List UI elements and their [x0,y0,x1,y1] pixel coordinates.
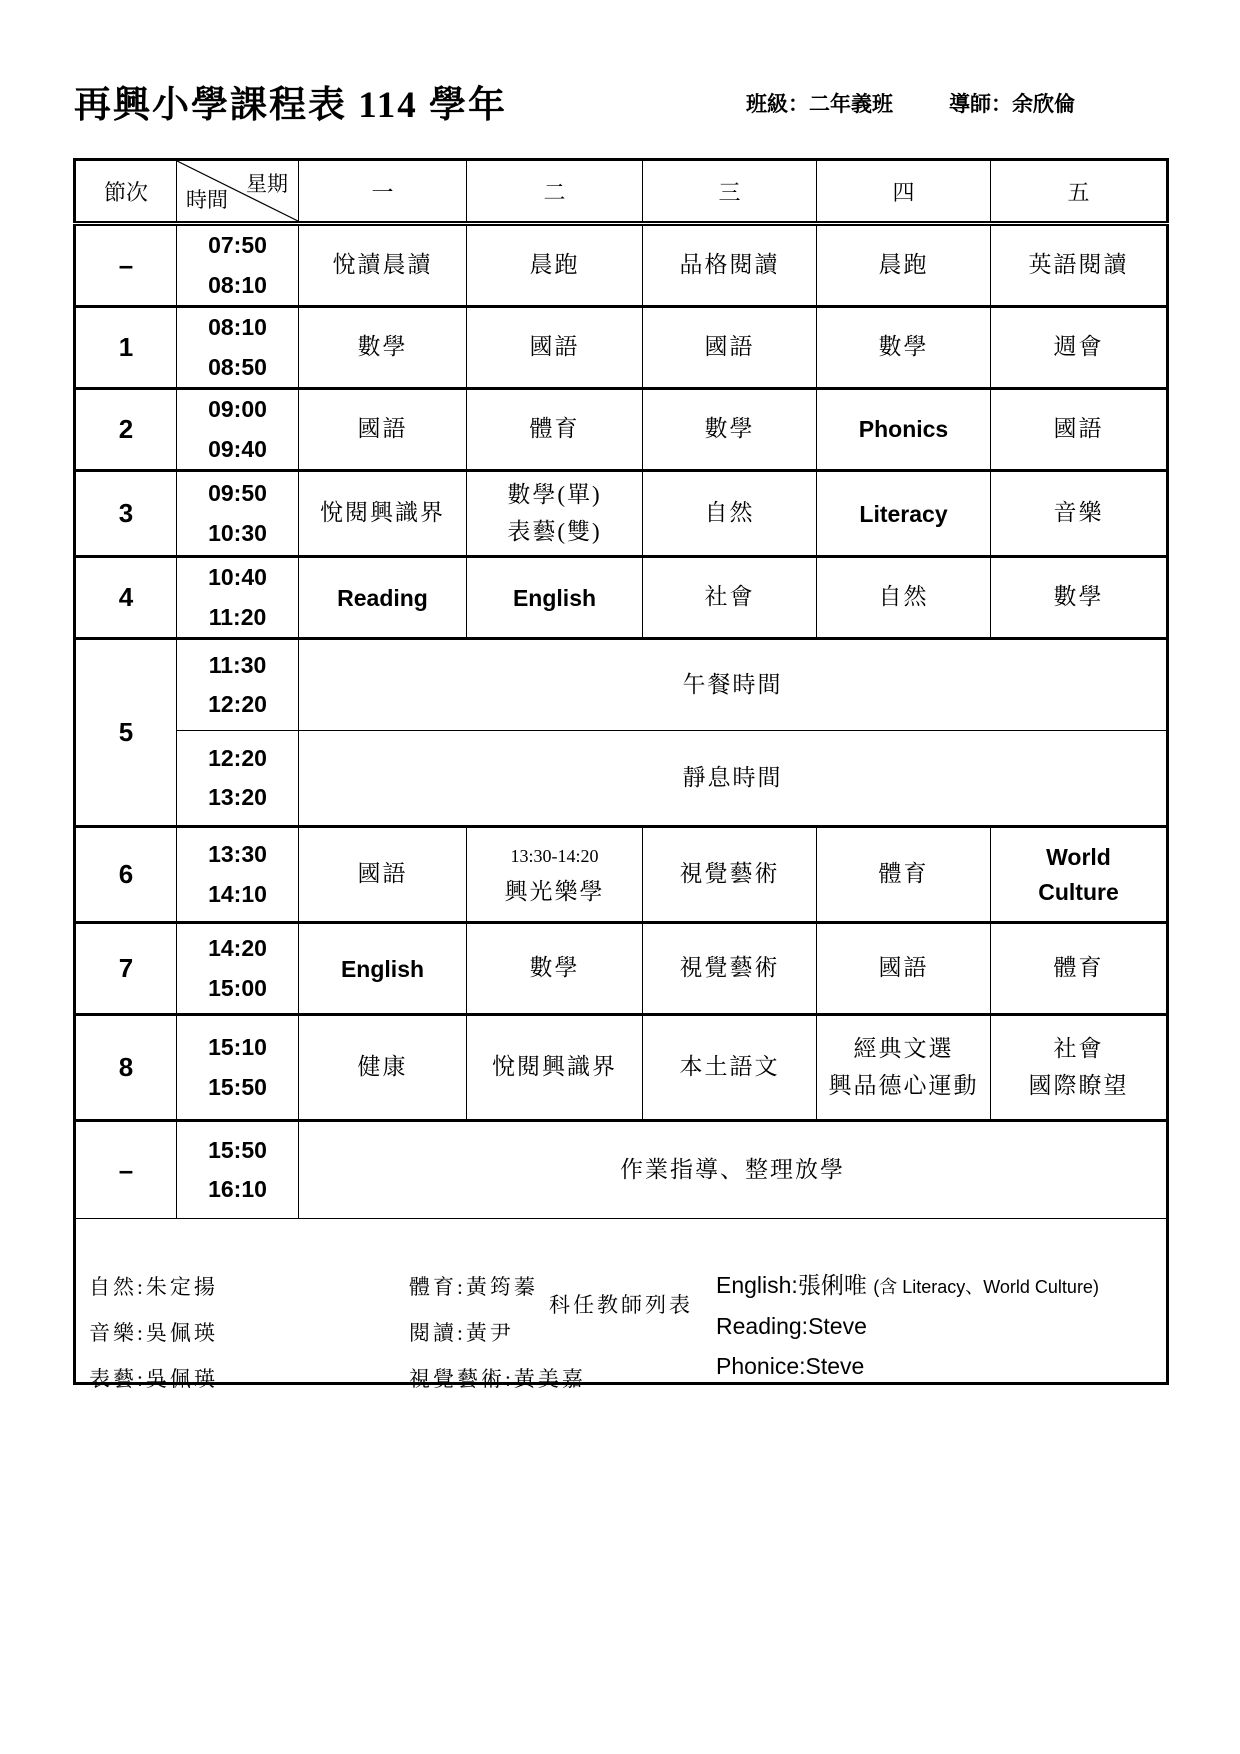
period-cell: 8 [75,1015,177,1121]
subject-cell: 自然 [817,557,991,639]
subject-cell: 國語 [817,923,991,1015]
subject-cell: World Culture [991,827,1168,923]
schedule-table [73,158,1169,1392]
subject-cell: 週會 [991,307,1168,389]
subject-cell: 晨跑 [817,224,991,307]
period-cell: 4 [75,557,177,639]
table-header-row [75,160,1168,224]
day-header-thu: 四 [817,160,991,224]
dismissal-cell: 作業指導、整理放學 [299,1121,1168,1219]
subject-cell: 體育 [991,923,1168,1015]
row-period-2 [75,389,1168,471]
row-period-3 [75,471,1168,557]
period-cell: – [75,224,177,307]
row-lunch [75,639,1168,731]
teacher-entry: 表藝:吳佩瑛 [89,1367,218,1392]
time-cell: 11:30 12:20 [177,639,299,731]
row-teacher-list [75,1219,1168,1384]
row-period-4 [75,557,1168,639]
day-header-wed: 三 [643,160,817,224]
subject-cell: 數學 [299,307,467,389]
class-info [746,88,1075,118]
teacher-entry-english: English:張俐唯 (含 Literacy、World Culture) [716,1272,1099,1299]
subject-cell: 悅閱興識界 [299,471,467,557]
period-cell: 5 [75,639,177,827]
row-period-1 [75,307,1168,389]
teacher-entry: 自然:朱定揚 [89,1275,218,1300]
teacher-column-2 [409,1271,586,1409]
subject-cell: English [467,557,643,639]
subject-cell: 英語閱讀 [991,224,1168,307]
subject-cell: 健康 [299,1015,467,1121]
day-header-tue: 二 [467,160,643,224]
day-header-mon: 一 [299,160,467,224]
subject-cell: 視覺藝術 [643,827,817,923]
time-cell: 12:20 13:20 [177,731,299,827]
teacher-entry: 閱讀:黃尹 [409,1321,514,1346]
time-cell: 09:50 10:30 [177,471,299,557]
teacher-entry-phonics: Phonice:Steve [716,1353,865,1380]
row-period-6 [75,827,1168,923]
time-cell: 09:00 09:40 [177,389,299,471]
teacher-column-3 [716,1267,1099,1393]
english-scope-note: (含 Literacy、World Culture) [873,1277,1099,1298]
subject-cell: 自然 [643,471,817,557]
subject-cell: 國語 [643,307,817,389]
subject-cell: 數學 [817,307,991,389]
subject-cell: 國語 [467,307,643,389]
subject-cell: 悅閱興識界 [467,1015,643,1121]
subject-cell: English [299,923,467,1015]
subject-cell: 數學(單) 表藝(雙) [467,471,643,557]
sub-time-note: 13:30-14:20 [510,846,599,867]
subject-cell: Phonics [817,389,991,471]
subject-cell: 體育 [817,827,991,923]
subject-cell: 體育 [467,389,643,471]
subject-cell: 本土語文 [643,1015,817,1121]
homeroom-teacher-label: 導師：余欣倫 [949,92,1075,116]
subject-cell: 國語 [299,389,467,471]
subject-cell: 視覺藝術 [643,923,817,1015]
time-cell: 15:50 16:10 [177,1121,299,1219]
subject-cell: 晨跑 [467,224,643,307]
page-title: 再興小學課程表 114 學年 [74,85,507,126]
subject-cell: 社會 國際瞭望 [991,1015,1168,1121]
time-cell: 13:30 14:10 [177,827,299,923]
time-cell: 10:40 11:20 [177,557,299,639]
time-cell: 08:10 08:50 [177,307,299,389]
subject-cell: 經典文選 興品德心運動 [817,1015,991,1121]
period-cell: 2 [75,389,177,471]
teacher-entry: 體育:黃筠蓁 [409,1275,538,1300]
period-cell: – [75,1121,177,1219]
time-cell: 14:20 15:00 [177,923,299,1015]
lunch-time-cell: 午餐時間 [299,639,1168,731]
row-morning-reading [75,224,1168,307]
period-cell: 3 [75,471,177,557]
subject-cell: 數學 [991,557,1168,639]
subject-cell: 數學 [643,389,817,471]
rest-time-cell: 靜息時間 [299,731,1168,827]
time-label: 時間 [186,188,228,212]
teacher-entry: 視覺藝術:黃美嘉 [409,1367,586,1392]
class-label: 班級：二年義班 [746,92,893,116]
subject-cell: 音樂 [991,471,1168,557]
subject-cell: 國語 [991,389,1168,471]
row-rest [75,731,1168,827]
row-period-7 [75,923,1168,1015]
weekday-label: 星期 [246,172,288,196]
period-cell: 6 [75,827,177,923]
day-header-fri: 五 [991,160,1168,224]
time-cell: 15:10 15:50 [177,1015,299,1121]
subject-cell: 13:30-14:20 興光樂學 [467,827,643,923]
teacher-entry-reading: Reading:Steve [716,1313,867,1340]
subject-cell: Reading [299,557,467,639]
subject-cell: 數學 [467,923,643,1015]
time-cell: 07:50 08:10 [177,224,299,307]
period-column-header: 節次 [75,160,177,224]
corner-cell [177,160,299,224]
subject-cell: 社會 [643,557,817,639]
row-period-8 [75,1015,1168,1121]
teacher-entry: 音樂:吳佩瑛 [89,1321,218,1346]
period-cell: 7 [75,923,177,1015]
teacher-list-cell [75,1219,1168,1392]
teacher-column-1 [89,1271,218,1409]
subject-cell: 品格閱讀 [643,224,817,307]
teacher-list-title: 科任教師列表 [549,1293,693,1318]
subject-cell: 國語 [299,827,467,923]
period-cell: 1 [75,307,177,389]
row-dismissal [75,1121,1168,1219]
subject-cell: Literacy [817,471,991,557]
subject-cell: 悅讀晨讀 [299,224,467,307]
